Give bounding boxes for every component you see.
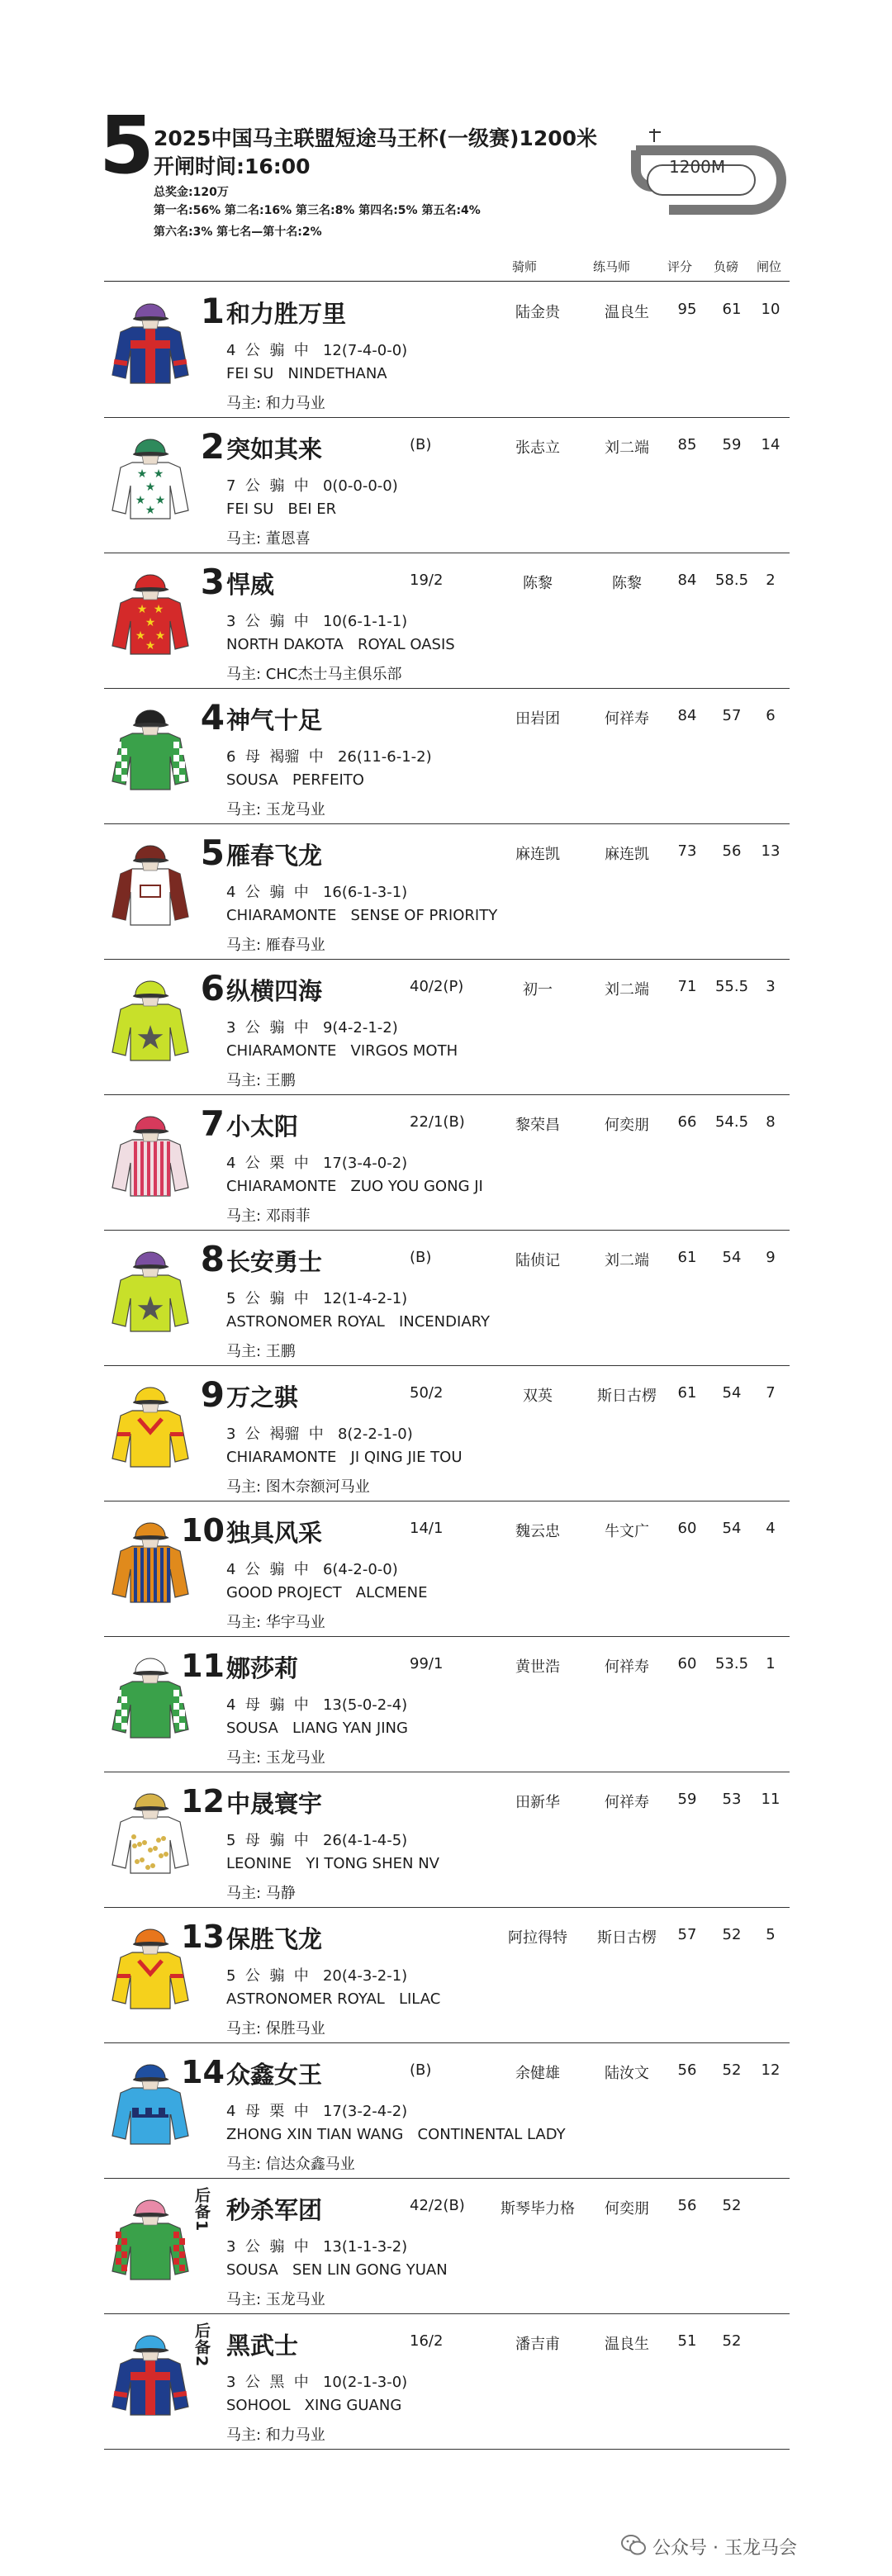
horse-owner: 马主: 图木奈额河马业 — [226, 1478, 370, 1496]
rating-value: 61 — [677, 1249, 697, 1266]
rating-value: 73 — [677, 842, 697, 860]
horse-owner: 马主: 保胜马业 — [226, 2020, 325, 2038]
track-distance-label: 1200M — [669, 157, 726, 177]
svg-text:★: ★ — [145, 616, 156, 629]
horse-name: 黑武士 — [226, 2332, 299, 2360]
horse-name: 众鑫女王 — [226, 2061, 323, 2089]
saddle-number: 6 — [200, 968, 225, 1008]
weight-value: 59 — [722, 436, 742, 453]
horse-details: 4 公 栗 中 17(3-4-0-2) — [226, 1155, 408, 1172]
horse-owner: 马主: 雁春马业 — [226, 937, 325, 954]
horse-pedigree: SOHOOL XING GUANG — [226, 2397, 402, 2414]
saddle-number: 8 — [200, 1239, 225, 1279]
runner-row — [104, 553, 790, 689]
horse-pedigree: CHIARAMONTE SENSE OF PRIORITY — [226, 907, 498, 924]
draw-value: 5 — [766, 1926, 776, 1943]
svg-text:★: ★ — [153, 603, 164, 616]
horse-pedigree: ASTRONOMER ROYAL INCENDIARY — [226, 1313, 490, 1331]
horse-pedigree: SOUSA LIANG YAN JING — [226, 1720, 408, 1737]
horse-details: 4 母 骟 中 13(5-0-2-4) — [226, 1696, 408, 1714]
saddle-number: 14 — [181, 2054, 225, 2090]
weight-value: 54 — [722, 1249, 742, 1266]
odds-equipment: 42/2(B) — [410, 2197, 465, 2214]
saddle-number: 后备2 — [192, 2322, 211, 2368]
runner-row — [104, 960, 790, 1095]
prize-distribution-line2: 第六名:3% 第七名—第十名:2% — [154, 225, 322, 239]
draw-value: 2 — [766, 572, 776, 589]
svg-text:★: ★ — [135, 1019, 165, 1057]
draw-value: 7 — [766, 1384, 776, 1402]
weight-value: 53.5 — [714, 1655, 749, 1672]
jockey-name: 阿拉得特 — [508, 1929, 567, 1947]
saddle-number: 12 — [181, 1783, 225, 1819]
horse-name: 小太阳 — [226, 1112, 299, 1141]
rating-value: 66 — [677, 1113, 697, 1131]
horse-details: 5 公 骟 中 12(1-4-2-1) — [226, 1290, 408, 1307]
odds-equipment: 99/1 — [410, 1655, 444, 1672]
draw-value: 1 — [766, 1655, 776, 1672]
rating-value: 59 — [677, 1791, 697, 1808]
column-jockey: 骑师 — [512, 259, 538, 274]
horse-pedigree: NORTH DAKOTA ROYAL OASIS — [226, 636, 455, 653]
saddle-number: 9 — [200, 1374, 225, 1415]
rating-value: 61 — [677, 1384, 697, 1402]
horse-owner: 马主: 王鹏 — [226, 1072, 296, 1089]
horse-name: 长安勇士 — [226, 1248, 323, 1276]
horse-pedigree: ZHONG XIN TIAN WANG CONTINENTAL LADY — [226, 2126, 566, 2143]
trainer-name: 斯日古楞 — [597, 1388, 657, 1405]
weight-value: 52 — [722, 2332, 742, 2350]
horse-pedigree: GOOD PROJECT ALCMENE — [226, 1584, 428, 1601]
runner-row — [104, 418, 790, 553]
horse-name: 中晟寰宇 — [226, 1790, 323, 1818]
total-prize: 总奖金:120万 — [154, 186, 229, 199]
horse-name: 神气十足 — [226, 706, 323, 734]
runner-row — [104, 282, 790, 418]
weight-value: 56 — [722, 842, 742, 860]
weight-value: 52 — [722, 1926, 742, 1943]
column-draw: 闸位 — [757, 259, 782, 274]
race-number: 5 — [99, 99, 154, 192]
odds-equipment: (B) — [410, 436, 432, 453]
horse-pedigree: LEONINE YI TONG SHEN NV — [226, 1855, 439, 1872]
trainer-name: 陈黎 — [612, 575, 642, 592]
trainer-name: 何祥寿 — [605, 1794, 649, 1811]
trainer-name: 麻连凯 — [605, 846, 649, 863]
weight-value: 54.5 — [714, 1113, 749, 1131]
jockey-name: 初一 — [523, 981, 553, 999]
horse-owner: 马主: 邓雨菲 — [226, 1207, 311, 1225]
column-rating: 评分 — [667, 259, 693, 274]
svg-text:★: ★ — [136, 467, 148, 481]
svg-text:★: ★ — [145, 639, 156, 652]
horse-pedigree: ASTRONOMER ROYAL LILAC — [226, 1990, 441, 2008]
saddle-number: 7 — [200, 1103, 225, 1144]
horse-details: 6 母 褐骝 中 26(11-6-1-2) — [226, 748, 432, 766]
odds-equipment: 16/2 — [410, 2332, 444, 2350]
trainer-name: 陆汝文 — [605, 2065, 649, 2082]
horse-details: 5 公 骟 中 20(4-3-2-1) — [226, 1967, 408, 1985]
horse-pedigree: CHIARAMONTE VIRGOS MOTH — [226, 1042, 458, 1060]
saddle-number: 11 — [181, 1648, 225, 1684]
horse-pedigree: SOUSA PERFEITO — [226, 771, 364, 789]
race-title: 2025中国马主联盟短途马王杯(一级赛)1200米 — [154, 126, 598, 150]
odds-equipment: (B) — [410, 2061, 432, 2079]
horse-owner: 马主: 玉龙马业 — [226, 2291, 325, 2308]
horse-pedigree: FEI SU NINDETHANA — [226, 365, 387, 382]
runner-row — [104, 2314, 790, 2450]
horse-owner: 马主: 王鹏 — [226, 1343, 296, 1360]
saddle-number: 3 — [200, 562, 225, 602]
column-trainer: 练马师 — [593, 259, 631, 274]
horse-owner: 马主: 信达众鑫马业 — [226, 2156, 355, 2173]
horse-details: 5 母 骟 中 26(4-1-4-5) — [226, 1832, 408, 1849]
weight-value: 52 — [722, 2197, 742, 2214]
weight-value: 54 — [722, 1520, 742, 1537]
jockey-name: 余健雄 — [515, 2065, 560, 2082]
jockey-name: 田新华 — [515, 1794, 560, 1811]
odds-equipment: 50/2 — [410, 1384, 444, 1402]
horse-details: 3 公 骟 中 10(6-1-1-1) — [226, 613, 408, 630]
trainer-name: 刘二端 — [605, 981, 649, 999]
trainer-name: 何祥寿 — [605, 710, 649, 728]
horse-details: 4 母 栗 中 17(3-2-4-2) — [226, 2103, 408, 2120]
wechat-icon — [621, 2534, 646, 2557]
svg-text:★: ★ — [154, 494, 166, 507]
trainer-name: 刘二端 — [605, 439, 649, 457]
jockey-name: 麻连凯 — [515, 846, 560, 863]
jockey-name: 双英 — [523, 1388, 553, 1405]
horse-details: 4 公 骟 中 12(7-4-0-0) — [226, 342, 408, 359]
horse-owner: 马主: CHC杰士马主俱乐部 — [226, 666, 402, 683]
saddle-number: 后备1 — [192, 2187, 211, 2232]
runner-row — [104, 2179, 790, 2314]
horse-name: 独具风采 — [226, 1519, 323, 1547]
svg-text:★: ★ — [154, 629, 166, 643]
saddle-number: 5 — [200, 833, 225, 873]
horse-pedigree: CHIARAMONTE ZUO YOU GONG JI — [226, 1178, 483, 1195]
saddle-number: 4 — [200, 697, 225, 738]
odds-equipment: (B) — [410, 1249, 432, 1266]
horse-pedigree: SOUSA SEN LIN GONG YUAN — [226, 2261, 448, 2279]
runner-row — [104, 1772, 790, 1908]
horse-details: 4 公 骟 中 6(4-2-0-0) — [226, 1561, 398, 1578]
horse-details: 4 公 骟 中 16(6-1-3-1) — [226, 884, 408, 901]
runner-row — [104, 689, 790, 824]
jockey-silk-icon — [109, 2321, 192, 2418]
trainer-name: 何祥寿 — [605, 1658, 649, 1676]
svg-text:★: ★ — [136, 603, 148, 616]
horse-name: 雁春飞龙 — [226, 842, 323, 870]
runner-row — [104, 1231, 790, 1366]
draw-value: 4 — [766, 1520, 776, 1537]
jockey-name: 田岩团 — [515, 710, 560, 728]
horse-details: 3 公 骟 中 9(4-2-1-2) — [226, 1019, 398, 1037]
jockey-name: 陆侦记 — [515, 1252, 560, 1269]
runner-row — [104, 1095, 790, 1231]
rating-value: 95 — [677, 301, 697, 318]
trainer-name: 刘二端 — [605, 1252, 649, 1269]
trainer-name: 何奕朋 — [605, 1117, 649, 1134]
saddle-number: 2 — [200, 426, 225, 467]
rating-value: 60 — [677, 1520, 697, 1537]
odds-equipment: 22/1(B) — [410, 1113, 465, 1131]
trainer-name: 何奕朋 — [605, 2200, 649, 2218]
rating-value: 84 — [677, 572, 697, 589]
svg-text:★: ★ — [135, 494, 146, 507]
svg-text:★: ★ — [145, 504, 156, 517]
jockey-name: 张志立 — [515, 439, 560, 457]
weight-value: 53 — [722, 1791, 742, 1808]
row-divider — [104, 2449, 790, 2450]
jockey-name: 黄世浩 — [515, 1658, 560, 1676]
svg-text:★: ★ — [153, 467, 164, 481]
draw-value: 3 — [766, 978, 776, 995]
horse-name: 万之骐 — [226, 1383, 299, 1411]
draw-value: 8 — [766, 1113, 776, 1131]
jockey-name: 魏云忠 — [515, 1523, 560, 1540]
runner-row — [104, 1366, 790, 1501]
saddle-number: 13 — [181, 1919, 225, 1955]
horse-details: 7 公 骟 中 0(0-0-0-0) — [226, 477, 398, 495]
jockey-name: 陆金贵 — [515, 304, 560, 321]
weight-value: 54 — [722, 1384, 742, 1402]
weight-value: 57 — [722, 707, 742, 724]
horse-owner: 马主: 董恩喜 — [226, 530, 311, 548]
horse-name: 和力胜万里 — [226, 300, 347, 328]
rating-value: 71 — [677, 978, 697, 995]
rating-value: 56 — [677, 2197, 697, 2214]
prize-distribution-line1: 第一名:56% 第二名:16% 第三名:8% 第四名:5% 第五名:4% — [154, 204, 481, 217]
rating-value: 60 — [677, 1655, 697, 1672]
trainer-name: 牛文广 — [605, 1523, 649, 1540]
trainer-name: 温良生 — [605, 304, 649, 321]
column-weight: 负磅 — [714, 259, 739, 274]
runner-row — [104, 1501, 790, 1637]
horse-name: 保胜飞龙 — [226, 1925, 323, 1953]
rating-value: 57 — [677, 1926, 697, 1943]
odds-equipment: 40/2(P) — [410, 978, 464, 995]
runner-row — [104, 2043, 790, 2179]
horse-owner: 马主: 玉龙马业 — [226, 1749, 325, 1767]
svg-text:★: ★ — [145, 481, 156, 494]
horse-owner: 马主: 和力马业 — [226, 2427, 325, 2444]
svg-text:★: ★ — [135, 1290, 165, 1328]
horse-details: 3 公 骟 中 13(1-1-3-2) — [226, 2238, 408, 2256]
horse-name: 娜莎莉 — [226, 1654, 299, 1682]
jockey-name: 斯琴毕力格 — [501, 2200, 575, 2218]
horse-details: 3 公 黑 中 10(2-1-3-0) — [226, 2374, 408, 2391]
draw-value: 11 — [761, 1791, 780, 1808]
saddle-number: 1 — [200, 291, 225, 331]
watermark-text: 公众号 · 玉龙马会 — [652, 2538, 797, 2559]
weight-value: 58.5 — [714, 572, 749, 589]
saddle-number: 10 — [181, 1512, 225, 1549]
runner-row — [104, 1908, 790, 2043]
rating-value: 84 — [677, 707, 697, 724]
jockey-name: 潘吉甫 — [515, 2336, 560, 2353]
draw-value: 12 — [761, 2061, 780, 2079]
horse-name: 悍威 — [226, 571, 275, 599]
weight-value: 52 — [722, 2061, 742, 2079]
jockey-name: 黎荣昌 — [515, 1117, 560, 1134]
weight-value: 61 — [722, 301, 742, 318]
horse-pedigree: CHIARAMONTE JI QING JIE TOU — [226, 1449, 463, 1466]
jockey-silk-icon — [109, 2185, 192, 2283]
rating-value: 85 — [677, 436, 697, 453]
horse-owner: 马主: 和力马业 — [226, 395, 325, 412]
weight-value: 55.5 — [714, 978, 749, 995]
header-divider — [104, 281, 790, 282]
draw-value: 13 — [761, 842, 780, 860]
trainer-name: 斯日古楞 — [597, 1929, 657, 1947]
gate-time: 开闸时间:16:00 — [154, 154, 311, 178]
runner-row — [104, 824, 790, 960]
horse-name: 突如其来 — [226, 435, 323, 463]
horse-name: 纵横四海 — [226, 977, 323, 1005]
horse-owner: 马主: 玉龙马业 — [226, 801, 325, 818]
horse-owner: 马主: 马静 — [226, 1885, 296, 1902]
horse-pedigree: FEI SU BEI ER — [226, 500, 337, 518]
horse-details: 3 公 褐骝 中 8(2-2-1-0) — [226, 1426, 413, 1443]
odds-equipment: 19/2 — [410, 572, 444, 589]
draw-value: 6 — [766, 707, 776, 724]
rating-value: 56 — [677, 2061, 697, 2079]
svg-text:★: ★ — [135, 629, 146, 643]
draw-value: 14 — [761, 436, 780, 453]
jockey-name: 陈黎 — [523, 575, 553, 592]
runner-row — [104, 1637, 790, 1772]
horse-owner: 马主: 华宇马业 — [226, 1614, 325, 1631]
rating-value: 51 — [677, 2332, 697, 2350]
draw-value: 9 — [766, 1249, 776, 1266]
draw-value: 10 — [761, 301, 780, 318]
horse-name: 秒杀军团 — [226, 2196, 323, 2224]
trainer-name: 温良生 — [605, 2336, 649, 2353]
odds-equipment: 14/1 — [410, 1520, 444, 1537]
